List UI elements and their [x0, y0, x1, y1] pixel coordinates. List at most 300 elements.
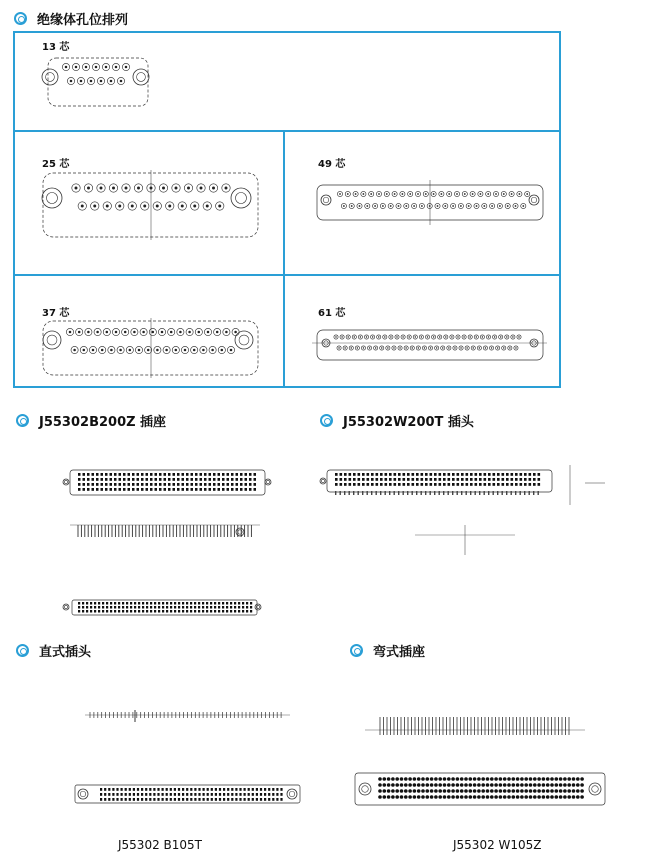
pin-mark: [460, 795, 464, 799]
pin-mark: [178, 793, 180, 796]
pin-mark: [395, 795, 399, 799]
pin-mark: [94, 602, 96, 605]
pin-mark: [166, 788, 168, 791]
pin-mark: [559, 789, 563, 793]
pin-center: [359, 205, 361, 207]
pin-mark: [494, 789, 498, 793]
pin-mark: [404, 795, 408, 799]
pin-mark: [133, 793, 135, 796]
pin-mark: [447, 783, 451, 787]
pin-mark: [240, 488, 243, 491]
pin-center: [479, 193, 481, 195]
pin-mark: [426, 783, 430, 787]
pin-mark: [204, 488, 207, 491]
grid-divider: [283, 130, 285, 388]
pin-mark: [116, 798, 118, 801]
pin-mark: [150, 473, 153, 476]
pin-mark: [335, 483, 338, 486]
pin-center: [468, 205, 470, 207]
pin-mark: [484, 483, 487, 486]
pin-mark: [209, 483, 212, 486]
mount-hole-inner: [137, 73, 146, 82]
pin-mark: [134, 606, 136, 609]
pin-center: [351, 205, 353, 207]
pin-center: [225, 331, 228, 334]
mount-hole-inner: [80, 791, 86, 797]
pin-center: [378, 336, 379, 337]
pin-mark: [490, 783, 494, 787]
pin-mark: [137, 483, 140, 486]
pin-mark: [211, 798, 213, 801]
pin-mark: [395, 789, 399, 793]
pin-mark: [443, 478, 446, 481]
pin-mark: [162, 788, 164, 791]
pin-center: [494, 336, 495, 337]
pin-mark: [494, 777, 498, 781]
pin-mark: [470, 483, 473, 486]
pin-mark: [412, 473, 415, 476]
pin-mark: [222, 473, 225, 476]
pin-mark: [416, 483, 419, 486]
pin-mark: [202, 606, 204, 609]
pin-center: [491, 347, 492, 348]
pin-mark: [204, 478, 207, 481]
pin-center: [339, 193, 341, 195]
pin-mark: [215, 788, 217, 791]
pin-mark: [182, 610, 184, 613]
mount-hole-inner: [321, 479, 324, 482]
pin-mark: [457, 478, 460, 481]
pin-mark: [395, 783, 399, 787]
pin-mark: [380, 478, 383, 481]
pin-center: [143, 205, 146, 208]
pin-mark: [249, 488, 252, 491]
pin-mark: [242, 610, 244, 613]
pin-mark: [154, 606, 156, 609]
pin-mark: [246, 610, 248, 613]
pin-mark: [137, 788, 139, 791]
pin-mark: [218, 602, 220, 605]
pin-center: [207, 331, 210, 334]
pin-center: [181, 205, 184, 208]
pin-mark: [464, 795, 468, 799]
pin-mark: [466, 473, 469, 476]
pin-center: [96, 331, 99, 334]
pin-mark: [150, 602, 152, 605]
pin-mark: [112, 798, 114, 801]
pin-mark: [182, 793, 184, 796]
pin-mark: [533, 783, 537, 787]
pin-mark: [194, 606, 196, 609]
pin-mark: [563, 783, 567, 787]
pin-center: [100, 187, 103, 190]
pin-center: [156, 349, 159, 352]
pin-center: [129, 349, 132, 352]
pin-mark: [245, 483, 248, 486]
pin-mark: [340, 478, 343, 481]
pin-mark: [226, 602, 228, 605]
pin-mark: [529, 473, 532, 476]
pin-mark: [141, 473, 144, 476]
pin-center: [460, 347, 461, 348]
pin-mark: [239, 793, 241, 796]
w200t-title-text: J55302W200T 插头: [343, 415, 474, 430]
pin-center: [101, 349, 104, 352]
pin-mark: [499, 783, 503, 787]
pin-mark: [92, 488, 95, 491]
pin-mark: [98, 602, 100, 605]
pin-mark: [340, 483, 343, 486]
pin-mark: [168, 473, 171, 476]
pin-mark: [219, 798, 221, 801]
pin-mark: [219, 793, 221, 796]
pin-center: [415, 336, 416, 337]
pin-mark: [186, 788, 188, 791]
pin-mark: [159, 483, 162, 486]
pin-mark: [503, 777, 507, 781]
pin-mark: [344, 483, 347, 486]
bent-title-text: 弯式插座: [373, 645, 426, 660]
pin-mark: [213, 473, 216, 476]
pin-mark: [378, 777, 382, 781]
pin-mark: [239, 798, 241, 801]
cell-label-13: 13 芯: [42, 42, 70, 53]
pin-mark: [448, 483, 451, 486]
pin-mark: [238, 606, 240, 609]
pin-mark: [101, 478, 104, 481]
pin-mark: [520, 491, 521, 495]
pin-center: [374, 205, 376, 207]
pin-center: [439, 336, 440, 337]
pin-mark: [125, 798, 127, 801]
pin-center: [452, 205, 454, 207]
pin-mark: [447, 789, 451, 793]
pin-center: [399, 347, 400, 348]
pin-mark: [78, 602, 80, 605]
pin-center: [442, 347, 443, 348]
pin-mark: [511, 491, 512, 495]
pin-center: [198, 331, 201, 334]
pin-center: [106, 331, 109, 334]
pin-mark: [108, 788, 110, 791]
pin-mark: [170, 602, 172, 605]
pin-mark: [567, 777, 571, 781]
pin-mark: [246, 602, 248, 605]
pin-mark: [537, 789, 541, 793]
pin-mark: [430, 473, 433, 476]
pin-mark: [249, 478, 252, 481]
pin-mark: [125, 793, 127, 796]
pin-mark: [563, 777, 567, 781]
pin-mark: [272, 788, 274, 791]
pin-mark: [511, 483, 514, 486]
pin-mark: [219, 788, 221, 791]
pin-mark: [490, 795, 494, 799]
pin-mark: [276, 788, 278, 791]
pin-center: [488, 336, 489, 337]
pin-mark: [227, 483, 230, 486]
pin-mark: [367, 491, 368, 495]
pin-mark: [349, 491, 350, 495]
pin-center: [497, 347, 498, 348]
pin-mark: [412, 483, 415, 486]
pin-center: [457, 336, 458, 337]
pin-mark: [486, 777, 490, 781]
pin-mark: [200, 473, 203, 476]
pin-mark: [83, 478, 86, 481]
pin-mark: [118, 602, 120, 605]
pin-mark: [153, 793, 155, 796]
pin-center: [499, 205, 501, 207]
pin-mark: [252, 793, 254, 796]
pin-mark: [104, 798, 106, 801]
pin-mark: [473, 783, 477, 787]
pin-mark: [130, 610, 132, 613]
mount-hole: [287, 789, 297, 799]
mount-hole: [43, 331, 61, 349]
pin-mark: [177, 488, 180, 491]
pin-mark: [538, 483, 541, 486]
pin-center: [110, 349, 113, 352]
pin-mark: [252, 798, 254, 801]
pin-mark: [110, 606, 112, 609]
pin-mark: [157, 798, 159, 801]
cell-label-49: 49 芯: [318, 159, 346, 170]
pin-mark: [119, 483, 122, 486]
pin-mark: [391, 795, 395, 799]
pin-mark: [230, 610, 232, 613]
pin-center: [87, 187, 90, 190]
pin-mark: [170, 610, 172, 613]
pin-mark: [376, 483, 379, 486]
pin-center: [454, 347, 455, 348]
pin-mark: [222, 606, 224, 609]
bent-section-title: [350, 641, 425, 660]
pin-mark: [218, 483, 221, 486]
pin-mark: [235, 798, 237, 801]
pin-mark: [101, 483, 104, 486]
pin-mark: [481, 789, 485, 793]
pin-mark: [380, 483, 383, 486]
pin-center: [398, 205, 400, 207]
pin-mark: [416, 491, 417, 495]
pin-mark: [191, 488, 194, 491]
pin-mark: [425, 478, 428, 481]
pin-mark: [438, 795, 442, 799]
pin-mark: [490, 789, 494, 793]
pin-mark: [466, 491, 467, 495]
pin-mark: [105, 488, 108, 491]
pin-mark: [235, 793, 237, 796]
pin-center: [115, 66, 118, 69]
pin-mark: [159, 478, 162, 481]
pin-mark: [260, 798, 262, 801]
pin-mark: [448, 491, 449, 495]
pin-mark: [223, 798, 225, 801]
pin-mark: [452, 483, 455, 486]
pin-mark: [464, 777, 468, 781]
pin-mark: [178, 798, 180, 801]
pin-mark: [367, 483, 370, 486]
pin-mark: [434, 491, 435, 495]
pin-mark: [542, 777, 546, 781]
pin-mark: [507, 777, 511, 781]
pin-mark: [389, 473, 392, 476]
pin-mark: [250, 606, 252, 609]
pin-mark: [186, 473, 189, 476]
pin-mark: [116, 793, 118, 796]
pin-mark: [344, 478, 347, 481]
pin-mark: [209, 478, 212, 481]
pin-mark: [353, 473, 356, 476]
pin-mark: [190, 610, 192, 613]
straight-section-title: [16, 641, 91, 660]
caption-w105z: J55302 W105Z: [453, 838, 542, 852]
pin-mark: [230, 602, 232, 605]
pin-mark: [234, 610, 236, 613]
pin-mark: [389, 491, 390, 495]
pin-center: [133, 331, 136, 334]
pin-mark: [511, 473, 514, 476]
pin-mark: [378, 789, 382, 793]
pin-mark: [242, 602, 244, 605]
straight-plug-drawing: [55, 660, 320, 815]
pin-mark: [477, 795, 481, 799]
pin-center: [372, 336, 373, 337]
pin-mark: [256, 788, 258, 791]
pin-mark: [398, 491, 399, 495]
pin-center: [390, 336, 391, 337]
pin-mark: [417, 795, 421, 799]
pin-mark: [198, 606, 200, 609]
pin-mark: [416, 473, 419, 476]
pin-mark: [497, 483, 500, 486]
pin-mark: [114, 606, 116, 609]
pin-center: [444, 205, 446, 207]
pin-mark: [387, 789, 391, 793]
pin-center: [506, 336, 507, 337]
pin-mark: [398, 483, 401, 486]
pin-mark: [484, 473, 487, 476]
pin-mark: [400, 783, 404, 787]
pin-mark: [272, 798, 274, 801]
pin-mark: [96, 488, 99, 491]
pin-mark: [385, 491, 386, 495]
mount-hole-inner: [47, 335, 57, 345]
pin-mark: [434, 783, 438, 787]
b200z-drawing: [60, 455, 290, 620]
pin-mark: [182, 483, 185, 486]
pin-mark: [240, 478, 243, 481]
pin-mark: [114, 483, 117, 486]
pin-center: [440, 193, 442, 195]
pin-mark: [102, 602, 104, 605]
pin-mark: [413, 789, 417, 793]
pin-mark: [122, 606, 124, 609]
pin-mark: [546, 795, 550, 799]
pin-mark: [470, 491, 471, 495]
pin-mark: [383, 795, 387, 799]
pin-mark: [132, 488, 135, 491]
pin-mark: [520, 478, 523, 481]
connector-shell: [43, 173, 258, 237]
pin-mark: [567, 789, 571, 793]
pin-mark: [215, 793, 217, 796]
mount-hole: [236, 528, 244, 536]
pin-mark: [447, 777, 451, 781]
pin-mark: [250, 602, 252, 605]
pin-mark: [227, 473, 230, 476]
pin-mark: [213, 483, 216, 486]
pin-mark: [479, 483, 482, 486]
pin-mark: [146, 606, 148, 609]
pin-center: [485, 347, 486, 348]
pin-mark: [207, 788, 209, 791]
pin-mark: [86, 602, 88, 605]
pin-mark: [82, 602, 84, 605]
pin-mark: [434, 777, 438, 781]
pin-mark: [154, 610, 156, 613]
pin-center: [137, 187, 140, 190]
mount-hole-inner: [323, 197, 329, 203]
pin-mark: [190, 793, 192, 796]
pin-mark: [134, 610, 136, 613]
pin-center: [206, 205, 209, 208]
pin-mark: [145, 798, 147, 801]
pin-center: [165, 349, 168, 352]
pin-mark: [408, 783, 412, 787]
pin-mark: [567, 783, 571, 787]
pin-mark: [400, 789, 404, 793]
b200z-title-text: J55302B200Z 插座: [39, 415, 167, 430]
pin-center: [335, 336, 336, 337]
pin-mark: [211, 788, 213, 791]
pin-mark: [466, 478, 469, 481]
pin-center: [472, 193, 474, 195]
pin-mark: [204, 473, 207, 476]
pin-mark: [182, 473, 185, 476]
pin-mark: [502, 491, 503, 495]
pin-mark: [166, 793, 168, 796]
cell-label-25: 25 芯: [42, 159, 70, 170]
pin-mark: [412, 478, 415, 481]
pin-center: [405, 347, 406, 348]
mount-hole-inner: [47, 193, 58, 204]
pin-mark: [162, 610, 164, 613]
pin-mark: [403, 478, 406, 481]
pin-mark: [404, 777, 408, 781]
pin-mark: [186, 488, 189, 491]
pin-mark: [119, 488, 122, 491]
pin-mark: [218, 488, 221, 491]
pin-center: [179, 331, 182, 334]
pin-mark: [563, 789, 567, 793]
pin-mark: [488, 491, 489, 495]
pin-center: [175, 187, 178, 190]
pin-mark: [276, 793, 278, 796]
mount-hole: [359, 783, 371, 795]
pin-mark: [506, 478, 509, 481]
pin-mark: [493, 483, 496, 486]
pin-mark: [92, 483, 95, 486]
pin-mark: [146, 483, 149, 486]
pin-mark: [130, 606, 132, 609]
pin-mark: [129, 798, 131, 801]
pin-center: [118, 205, 121, 208]
pin-mark: [87, 478, 90, 481]
pin-mark: [134, 602, 136, 605]
pin-mark: [245, 478, 248, 481]
